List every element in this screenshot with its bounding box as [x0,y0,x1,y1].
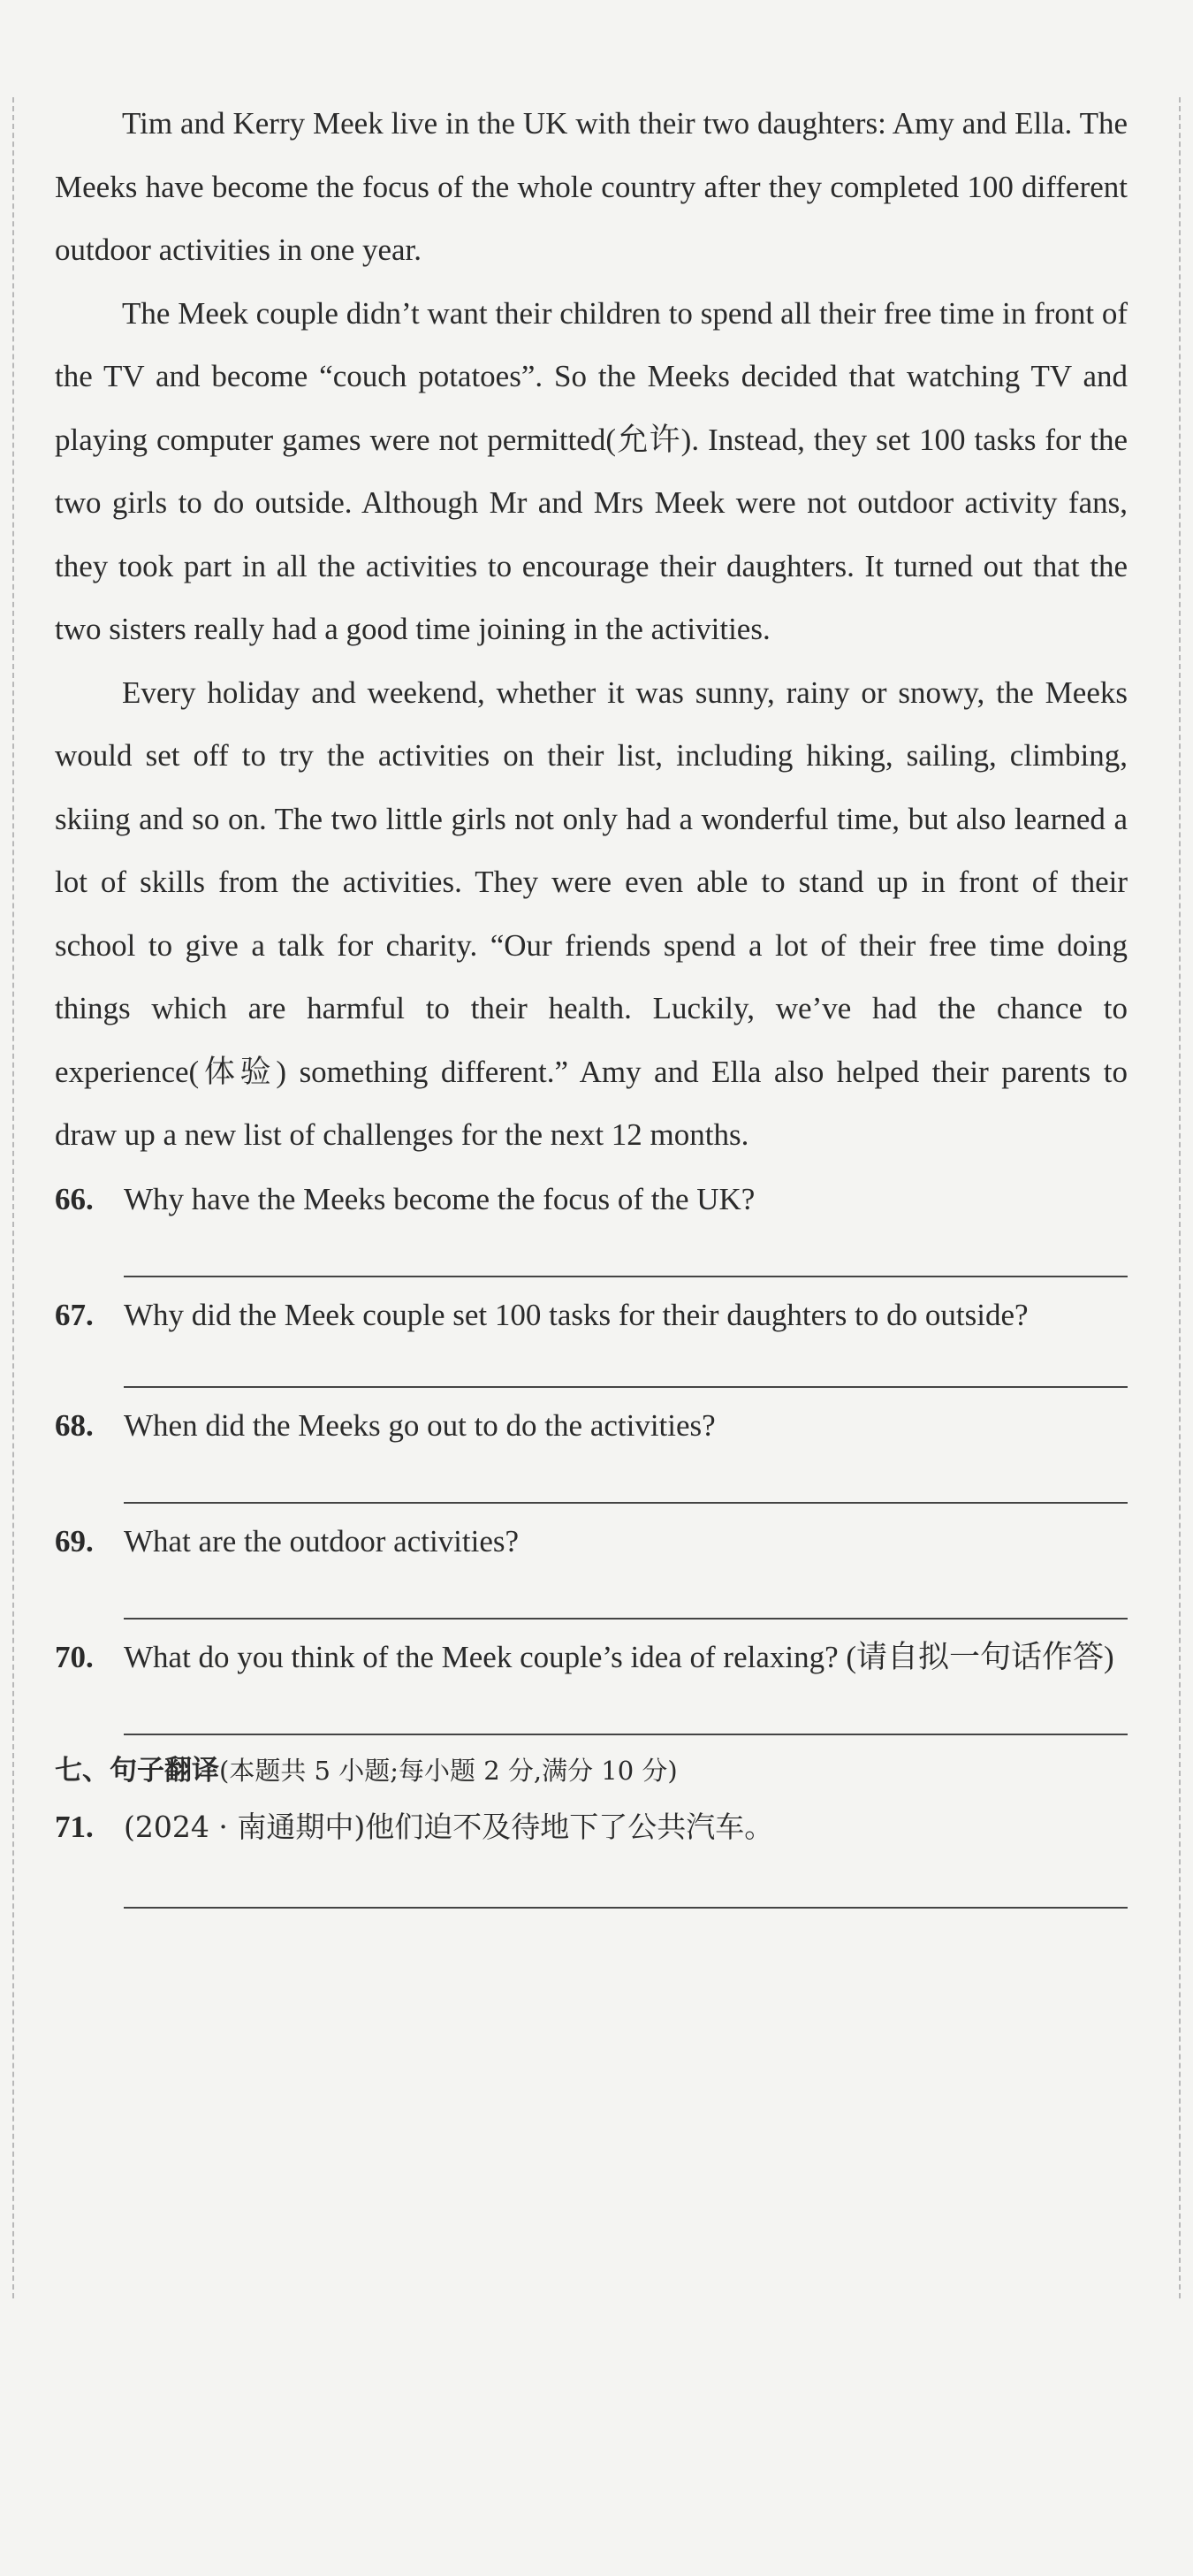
answer-line[interactable] [124,1386,1128,1388]
answer-line[interactable] [124,1734,1128,1735]
question-text: When did the Meeks go out to do the activities? [124,1407,716,1443]
passage-paragraph-2: The Meek couple didn’t want their children to spend all their free time in front of the TV and become “couch potatoes”. So the Meeks decided that watching TV and playing computer games were not permitted(允许). Instead, they set 100 tasks for the two girls to do outside. Although Mr and Mrs Meek were not outdoor activity fans, they took part in all the activities to encourage their daughters. It turned out that the two sisters really had a good time joining in the activities. [55,295,1128,646]
left-margin-dashed-line [12,97,14,2298]
passage-paragraph-3: Every holiday and weekend, whether it was sunny, rainy or snowy, the Meeks would set off to try the activities on their list, including hiking, sailing, climbing, skiing and so on. The two little girls not only had a wonderful time, but also learned a lot of skills from the activities. They were even able to stand up in front of their school to give a talk for charity. “Our friends spend a lot of their free time doing things which are harmful to their health. Luckily, we’ve had the chance to experience(体验) something different.” Amy and Ella also helped their parents to draw up a new list of challenges for the next 12 months. [55,674,1128,1152]
question-66 [55,1167,1128,1277]
question-number: 66. [55,1181,94,1216]
question-number: 70. [55,1639,94,1674]
section-7-heading [55,1744,1128,1797]
answer-line[interactable] [124,1907,1128,1909]
question-text: (2024 · 南通期中)他们迫不及待地下了公共汽车。 [124,1809,774,1844]
question-number: 71. [55,1809,94,1844]
question-text: Why did the Meek couple set 100 tasks for their daughters to do outside? [124,1297,1029,1332]
section-title: 七、句子翻译 [55,1754,219,1787]
passage-paragraph-1: Tim and Kerry Meek live in the UK with their two daughters: Amy and Ella. The Meeks have become the focus of the whole country after they completed 100 different outdoor activities in one year. [55,106,1128,267]
question-number: 69. [55,1523,94,1559]
question-text: What do you think of the Meek couple’s idea of relaxing? (请自拟一句话作答) [124,1639,1114,1674]
answer-line[interactable] [124,1502,1128,1504]
answer-line[interactable] [124,1276,1128,1277]
question-text: Why have the Meeks become the focus of the UK? [124,1181,756,1216]
question-text: What are the outdoor activities? [124,1523,520,1559]
right-margin-dashed-line [1179,97,1181,2298]
question-67 [55,1283,1128,1388]
question-number: 68. [55,1407,94,1443]
question-70 [55,1625,1128,1735]
question-71 [55,1801,1128,1909]
answer-line[interactable] [124,1618,1128,1620]
question-68 [55,1393,1128,1504]
worksheet-content [55,92,1128,1909]
question-69 [55,1509,1128,1620]
reading-passage [55,92,1128,1167]
question-number: 67. [55,1297,94,1332]
section-note: (本题共 5 小题;每小题 2 分,满分 10 分) [219,1755,678,1786]
